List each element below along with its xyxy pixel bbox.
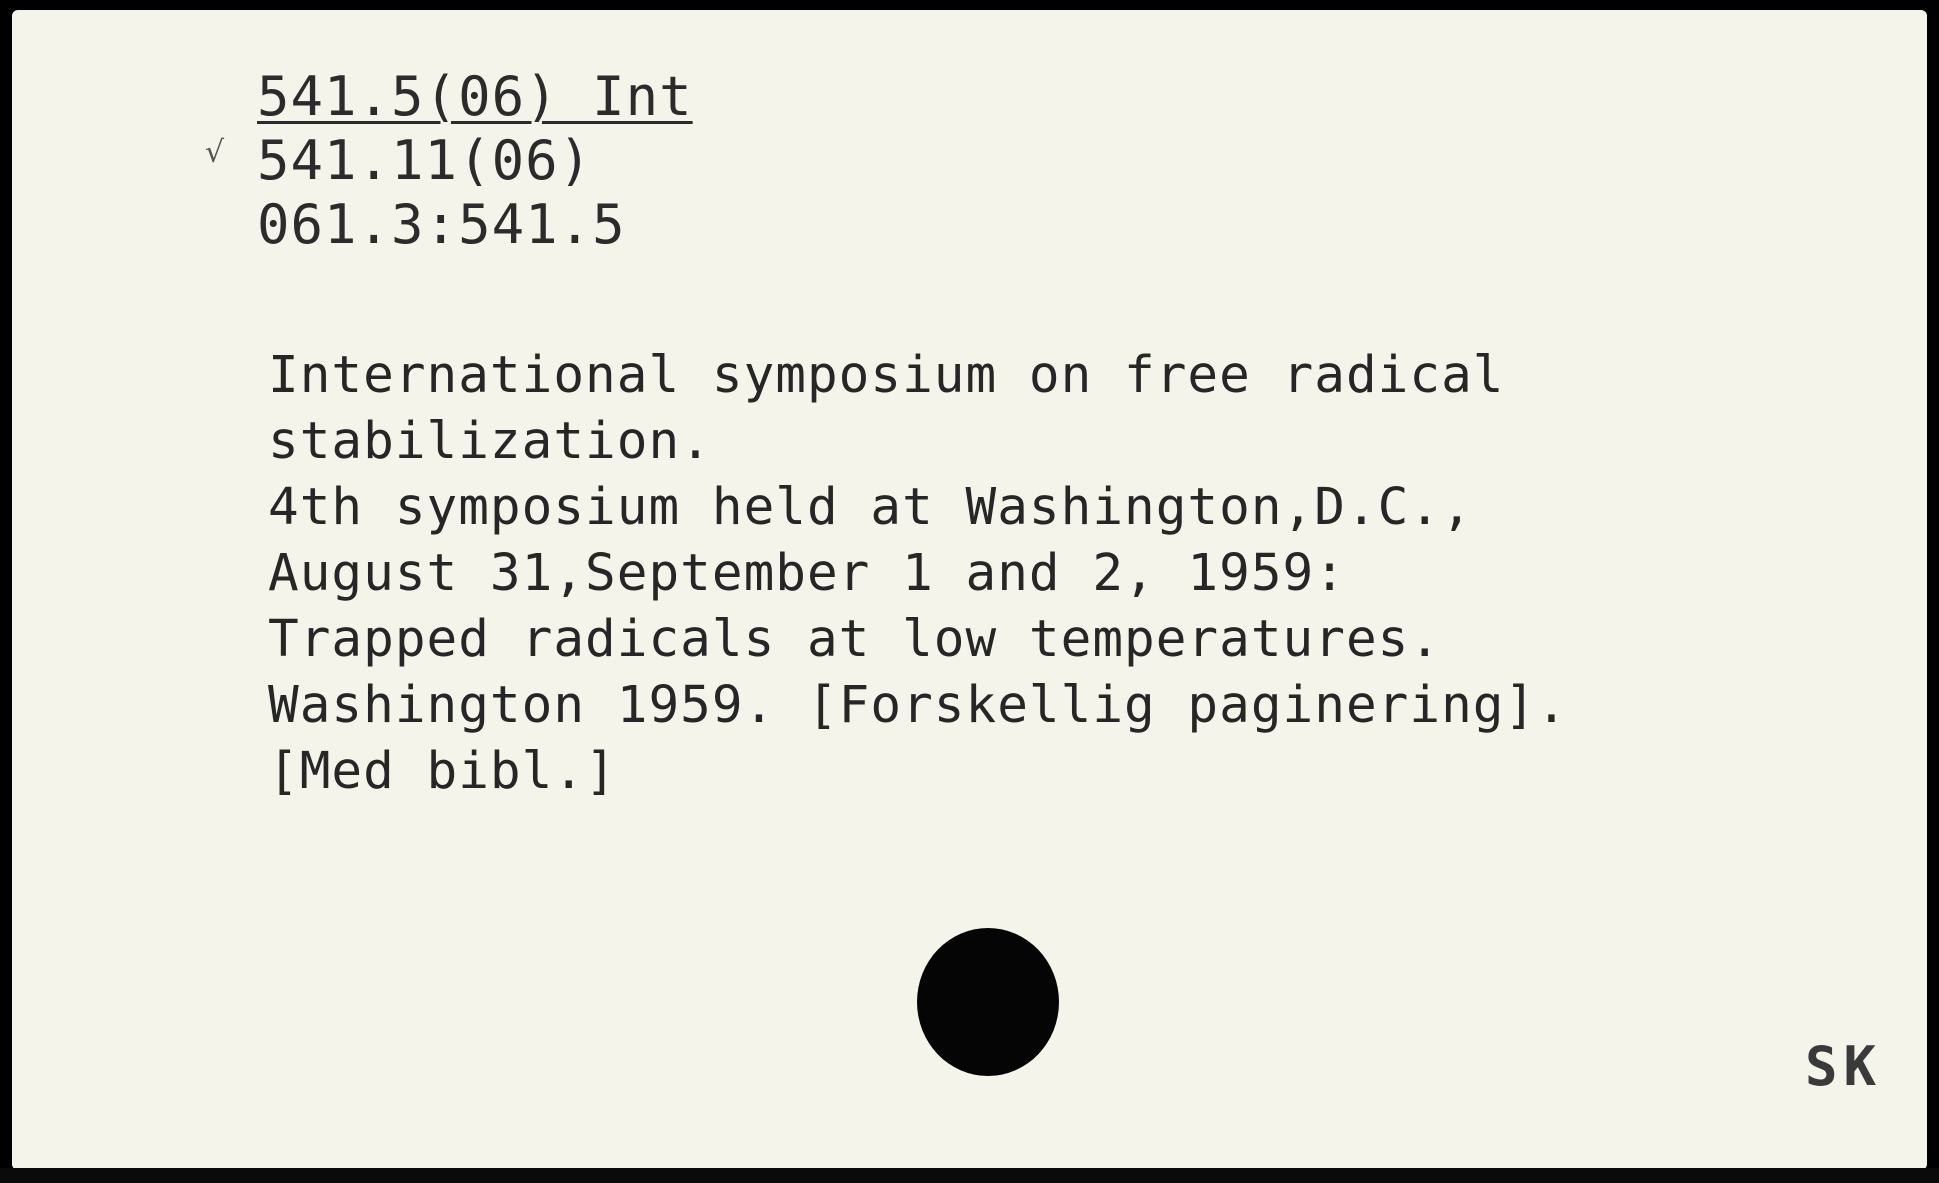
check-mark-icon: √	[205, 135, 225, 170]
description-line: August 31,September 1 and 2, 1959:	[268, 544, 1346, 603]
description-line: [Med bibl.]	[268, 742, 617, 801]
description-line: Washington 1959. [Forskellig paginering].	[268, 676, 1568, 735]
call-number-primary: 541.5(06) Int	[257, 65, 693, 128]
call-number-block	[257, 65, 693, 257]
cataloger-initials: SK	[1805, 1035, 1883, 1098]
description-line: International symposium on free radical	[268, 346, 1505, 405]
catalog-card	[12, 10, 1927, 1170]
bibliographic-description	[268, 343, 1828, 805]
description-line: stabilization.	[268, 412, 712, 471]
card-bottom-edge	[0, 1168, 1939, 1183]
call-number-secondary: 541.11(06)	[257, 129, 593, 192]
description-line: 4th symposium held at Washington,D.C.,	[268, 478, 1473, 537]
call-number-tertiary: 061.3:541.5	[257, 193, 626, 256]
description-line: Trapped radicals at low temperatures.	[268, 610, 1442, 669]
punch-hole	[917, 928, 1059, 1076]
